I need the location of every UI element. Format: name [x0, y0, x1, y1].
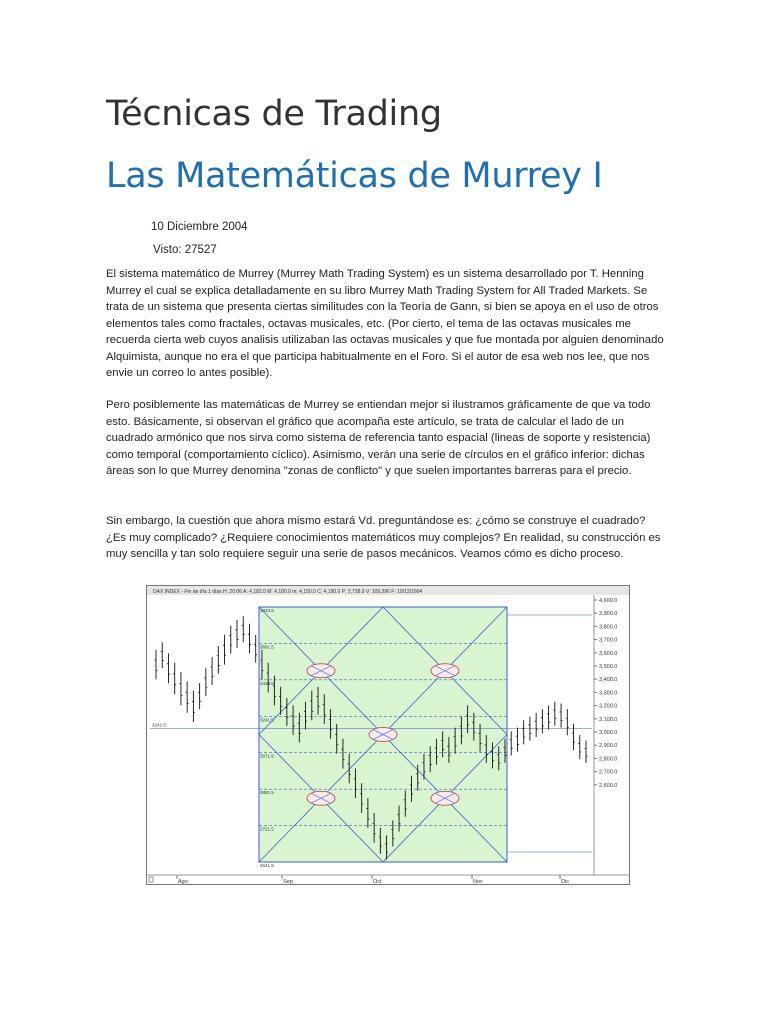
- conflict-zone: [369, 728, 397, 742]
- y-tick-label: 3,400.0: [599, 677, 618, 684]
- x-tick-label: Oct: [373, 879, 382, 885]
- paragraph-question: Sin embargo, la cuestión que ahora mismo estará Vd. preguntándose es: ¿cómo se construye el cuadrado? ¿Es muy complicado? ¿Requiere conocimientos matemáticos muy complejos? En realidad, su construcción es muy sencilla y tan solo requiere seguir una serie de pasos mecánicos. Veamos cómo es dicho proceso.: [106, 515, 661, 560]
- y-tick-label: 3,800.0: [599, 624, 618, 631]
- murrey-chart: [146, 585, 630, 885]
- view-count: Visto: 27527: [153, 244, 217, 256]
- article-title: Las Matemáticas de Murrey I: [106, 156, 603, 196]
- murrey-level-label: 3691.5: [260, 644, 274, 650]
- y-tick-label: 2,700.0: [599, 769, 618, 776]
- y-tick-label: 3,500.0: [599, 664, 618, 670]
- article-date: 10 Diciembre 2004: [151, 221, 248, 233]
- left-level-label: 3242.5: [152, 722, 166, 728]
- x-tick-label: Sep: [283, 879, 293, 885]
- section-title: Técnicas de Trading: [106, 94, 442, 134]
- paragraph-explanation: Pero posiblemente las matemáticas de Murrey se entiendan mejor si ilustramos gráficamente de que va todo esto. Básicamente, si observan el gráfico que acompaña este artículo, se trata de calcular el lado de un cuadrado armónico que nos sirva como sistema de referencia tanto espacial (lineas de soporte y resistencia) como temporal (comportamiento cíclico). Asimismo, verán una serie de círculos en el gráfico inferior: dichas áreas son lo que Murrey denomina "zonas de conflicto" y que suelen importantes barreras para el precio.: [106, 399, 651, 477]
- murrey-level-label: 2891.5: [260, 790, 274, 796]
- y-tick-label: 4,600.0: [599, 598, 618, 604]
- y-tick-label: 3,300.0: [599, 690, 618, 697]
- murrey-level-label: 3431.5: [260, 680, 274, 686]
- paragraph-intro: El sistema matemático de Murrey (Murrey Math Trading System) es un sistema desarrollado por T. Henning Murrey el cual se explica detalladamente en su libro Murrey Math Trading System for All Traded Markets. Se trata de un sistema que presenta ciertas similitudes con la Teoría de Gann, si bien se apoya en el uso de otros elementos tales como fractales, octavas musicales, etc. (Por cierto, el tema de las octavas musicales me recuerda cierta web cuyos analisis utilizaban las octavas musicales y que fue montada por alguien denominado Alquimista, aunque no era el que participa habitualmente en el Foro. Si el autor de esa web nos lee, que nos envie un correo lo antes posible).: [106, 268, 664, 379]
- y-tick-label: 3,000.0: [599, 730, 618, 736]
- x-tick-label: Dic: [561, 879, 569, 885]
- y-tick-label: 3,600.0: [599, 650, 618, 657]
- conflict-zone: [307, 664, 335, 678]
- conflict-zone: [431, 664, 459, 678]
- murrey-level-label: 3241.5: [260, 717, 274, 723]
- x-tick-label: Ago: [178, 879, 188, 885]
- murrey-level-label: 2721.5: [260, 826, 274, 832]
- y-tick-label: 3,200.0: [599, 703, 618, 710]
- murrey-level-label: 3943.5: [260, 608, 274, 613]
- y-tick-label: 3,100.0: [599, 716, 618, 723]
- y-tick-label: 2,600.0: [599, 782, 618, 789]
- conflict-zone: [307, 791, 335, 805]
- y-tick-label: 2,900.0: [599, 743, 618, 750]
- conflict-zone: [431, 791, 459, 805]
- chart-svg: [146, 585, 630, 885]
- murrey-level-label: 2641.5: [260, 863, 274, 868]
- murrey-level-label: 3071.5: [260, 753, 274, 759]
- x-tick-label: Nov: [473, 879, 483, 885]
- y-tick-label: 2,800.0: [599, 756, 618, 763]
- chart-header-text: DAX INDEX - Fin de día 1 días H: 20:06 A: 4,182.0 M: 4,180.0 m: 4,150.0 C: 4,190.0 P: 2,738.9 V: 109,386 F: 10/12/2004: [153, 589, 423, 595]
- y-tick-label: 3,700.0: [599, 637, 618, 644]
- y-tick-label: 3,900.0: [599, 611, 618, 618]
